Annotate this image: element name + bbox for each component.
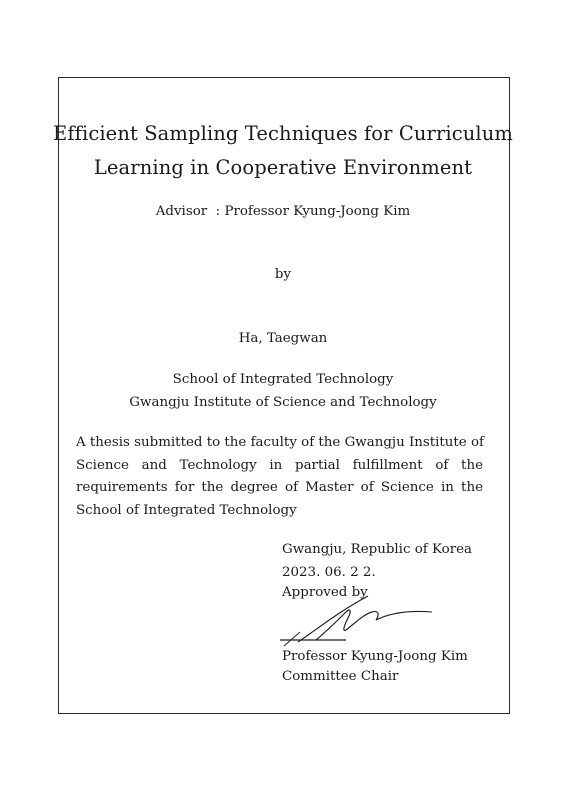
title-line-2: Learning in Cooperative Environment	[93, 156, 473, 179]
thesis-statement	[76, 432, 483, 522]
committee-chair-title: Committee Chair	[282, 669, 399, 684]
school-name: School of Integrated Technology	[172, 372, 394, 387]
statement-line-1: A thesis submitted to the faculty of the Gwangju Institute of	[76, 435, 485, 450]
place-line: Gwangju, Republic of Korea	[282, 542, 473, 557]
thesis-title	[0, 117, 566, 185]
title-line-1: Efficient Sampling Techniques for Curriculum	[53, 122, 513, 145]
approved-by-line: Approved by	[282, 585, 368, 600]
advisor-line: Advisor : Professor Kyung-Joong Kim	[155, 204, 411, 219]
date-line: 2023. 06. 2 2.	[282, 565, 376, 580]
committee-chair-name: Professor Kyung-Joong Kim	[282, 649, 468, 664]
statement-line-3: requirements for the degree of Master of Science in the	[76, 480, 483, 495]
handwritten-signature	[276, 590, 436, 650]
by-label: by	[274, 267, 292, 282]
statement-line-4: School of Integrated Technology	[76, 502, 297, 518]
author-name: Ha, Taegwan	[238, 331, 328, 346]
statement-line-2: Science and Technology in partial fulfillment of the	[76, 457, 483, 473]
institute-name: Gwangju Institute of Science and Technology	[129, 395, 437, 410]
